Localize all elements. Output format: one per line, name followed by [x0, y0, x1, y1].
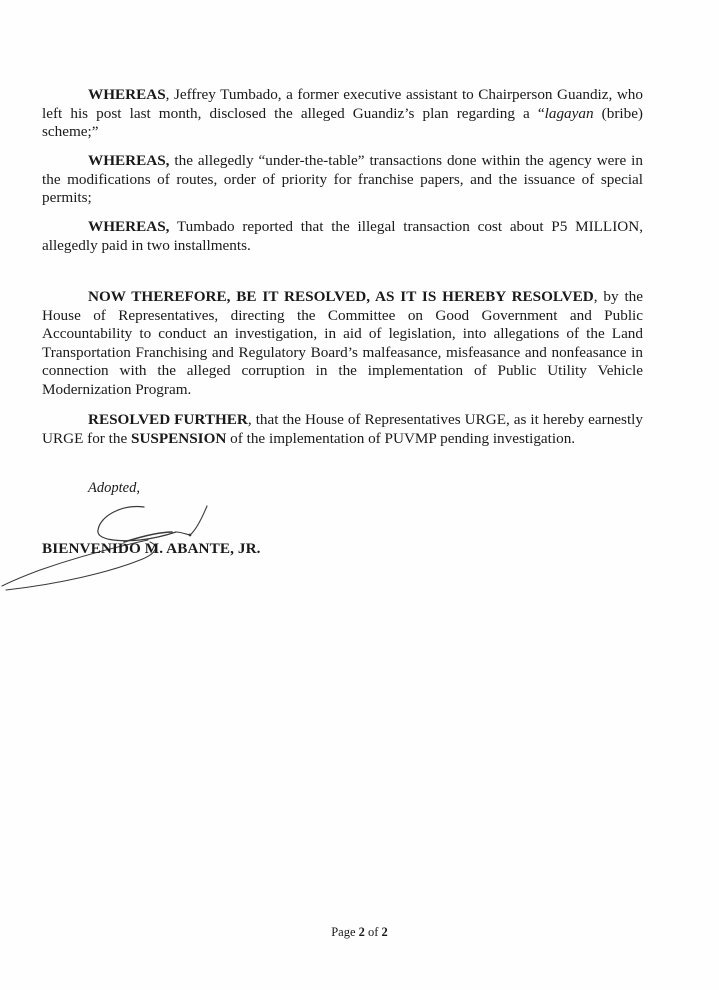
- paragraph-text: , by the House of Representatives, directing the Committee on Good Government and Public Accountability to conduct an investigation, in aid of legislation, into allegations of the Land Transportation Franchising and Regulatory Board’s malfeasance, misfeasance and nonfeasance in connection with the alleged corruption in the implementation of Public Utility Vehicle Modernization Program.: [42, 288, 643, 398]
- page-number: [0, 925, 719, 940]
- paragraph-text: , Jeffrey Tumbado, a former executive assistant to Chairperson Guandiz, who left his post last month, disclosed the alleged Guandiz’s plan regarding a “: [42, 86, 643, 122]
- whereas-paragraph-1: [42, 86, 643, 142]
- page-separator: of: [364, 925, 382, 939]
- whereas-paragraph-3: [42, 218, 643, 255]
- resolved-paragraph: [42, 288, 643, 400]
- paragraph-text: (bribe) scheme;”: [42, 104, 643, 141]
- paragraph-lead: RESOLVED FURTHER: [88, 411, 248, 428]
- paragraph-text: , that the House of Representatives URGE, as it hereby earnestly URGE for the: [42, 411, 643, 447]
- paragraph-text: Tumbado reported that the illegal transaction cost about P5 MILLION, allegedly paid in two installments.: [42, 218, 643, 254]
- paragraph-italic-term: lagayan: [544, 104, 594, 122]
- paragraph-bold-term: SUSPENSION: [131, 429, 227, 447]
- paragraph-lead: WHEREAS,: [88, 152, 170, 169]
- page-prefix: Page: [331, 925, 359, 939]
- page-current: 2: [358, 925, 365, 939]
- paragraph-lead: NOW THEREFORE, BE IT RESOLVED, AS IT IS HEREBY RESOLVED: [88, 288, 594, 305]
- signer-name: BIENVENIDO M. ABANTE, JR.: [42, 540, 261, 557]
- whereas-paragraph-2: [42, 152, 643, 208]
- page-total: 2: [381, 925, 388, 939]
- resolved-further-paragraph: [42, 411, 643, 448]
- paragraph-lead: WHEREAS: [88, 86, 166, 103]
- paragraph-text: the allegedly “under-the-table” transactions done within the agency were in the modifications of routes, order of priority for franchise papers, and the issuance of special permits;: [42, 152, 643, 207]
- adopted-label: Adopted,: [88, 480, 140, 496]
- paragraph-lead: WHEREAS,: [88, 218, 170, 235]
- paragraph-text: of the implementation of PUVMP pending investigation.: [226, 429, 576, 447]
